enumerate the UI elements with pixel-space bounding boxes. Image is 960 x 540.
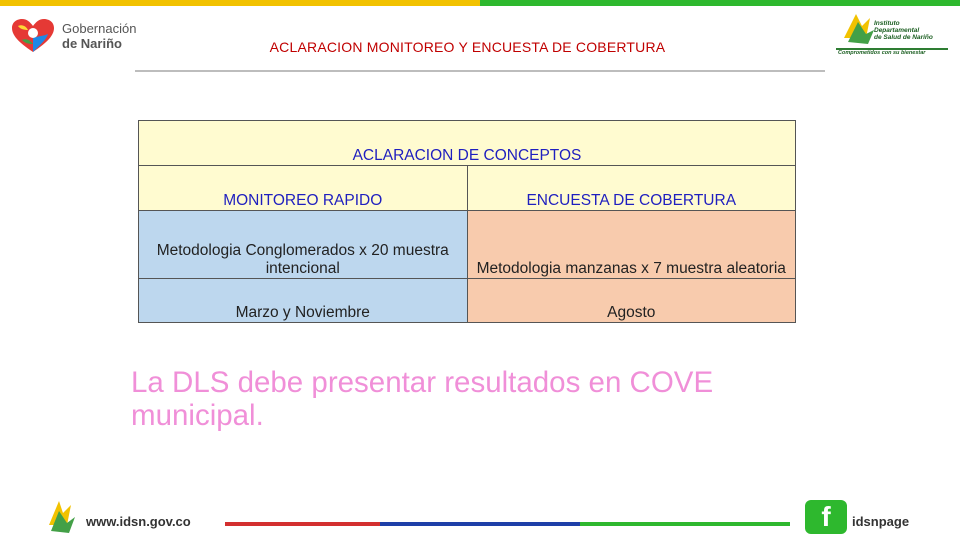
logo-line-1: Gobernación xyxy=(62,21,137,36)
facebook-icon[interactable]: f xyxy=(805,500,847,534)
page-title: ACLARACION MONITOREO Y ENCUESTA DE COBERTURA xyxy=(269,39,666,55)
footer-rule-green xyxy=(580,522,790,526)
footer-rule-blue xyxy=(380,522,580,526)
concepts-table xyxy=(138,120,796,323)
website-link[interactable]: www.idsn.gov.co xyxy=(86,514,191,529)
top-bar-yellow xyxy=(0,0,480,6)
social-handle[interactable]: idsnpage xyxy=(852,514,910,529)
table-row xyxy=(139,279,796,323)
footer-idsn-logo-icon xyxy=(45,497,81,535)
table-row xyxy=(139,211,796,279)
idsn-logo-line-1: Instituto xyxy=(874,20,900,27)
table-title: ACLARACION DE CONCEPTOS xyxy=(139,121,796,166)
header-divider xyxy=(135,70,825,72)
footer-rule-red xyxy=(225,522,380,526)
top-bar-green xyxy=(480,0,960,6)
column-header-monitoreo: MONITOREO RAPIDO xyxy=(139,166,468,211)
idsn-logo-line-2: Departamental xyxy=(874,27,920,34)
column-header-encuesta: ENCUESTA DE COBERTURA xyxy=(467,166,796,211)
idsn-logo-line-3: de Salud de Nariño xyxy=(874,34,933,41)
cell-monitoreo-fechas: Marzo y Noviembre xyxy=(139,279,468,323)
cell-monitoreo-metodologia: Metodologia Conglomerados x 20 muestra intencional xyxy=(139,211,468,279)
top-color-bar xyxy=(0,0,960,6)
idsn-logo-text xyxy=(874,20,954,41)
cell-encuesta-fechas: Agosto xyxy=(467,279,796,323)
cell-encuesta-metodologia: Metodologia manzanas x 7 muestra aleatoria xyxy=(467,211,796,279)
dls-note: La DLS debe presentar resultados en COVE municipal. xyxy=(131,366,714,432)
logo-line-2: de Nariño xyxy=(62,36,122,51)
idsn-logo-slogan: Comprometidos con su bienestar xyxy=(838,50,926,56)
